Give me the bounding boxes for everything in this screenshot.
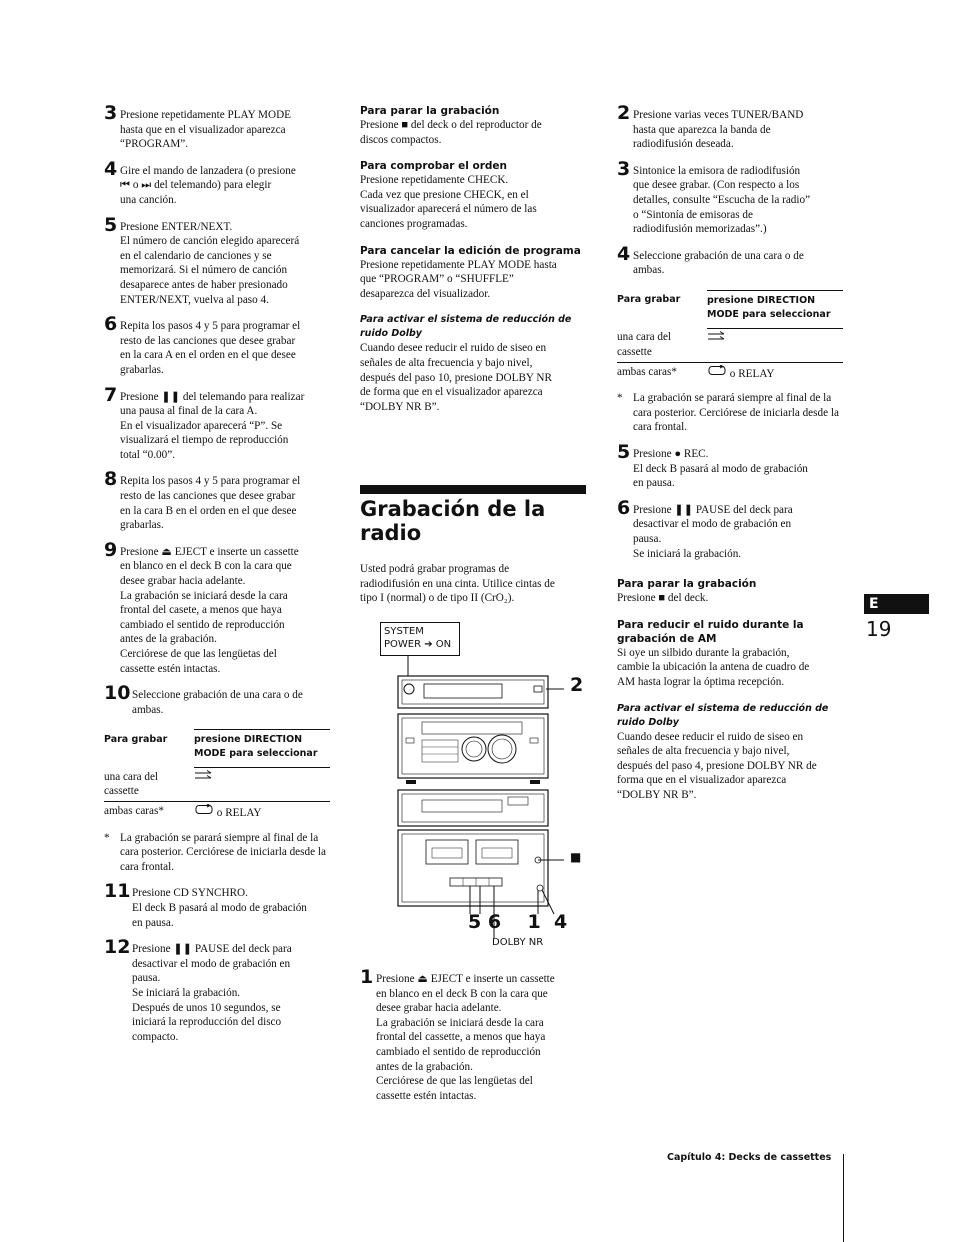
step-number: 3 bbox=[617, 157, 631, 180]
chapter-footer: Capítulo 4: Decks de cassettes bbox=[667, 1152, 832, 1163]
text-line: desactivar el modo de grabación en bbox=[633, 518, 792, 531]
step-number: 3 bbox=[104, 102, 118, 124]
block-heading: Para reducir el ruido durante la grabación de AM bbox=[617, 618, 804, 645]
text-line: El deck B pasará al modo de grabación bbox=[132, 902, 307, 915]
text-line: en blanco en el deck B con la cara que bbox=[120, 560, 292, 573]
text-line: desactivar el modo de grabación en bbox=[132, 957, 291, 970]
text-line: Cuando desee reducir el ruido de siseo en bbox=[360, 342, 547, 355]
text-line: resto de las canciones que desee grabar bbox=[120, 334, 296, 347]
table-header-para-grabar: Para grabar bbox=[104, 733, 168, 745]
text-line: Seleccione grabación de una cara o de bbox=[132, 689, 303, 702]
block-dolby-middle bbox=[360, 313, 586, 414]
text-line: visualizará el tiempo de reproducción bbox=[120, 434, 289, 447]
text-line: Repita los pasos 4 y 5 para programar el bbox=[120, 320, 301, 333]
text-line: Presione ENTER/NEXT. bbox=[120, 220, 233, 233]
text-line: Presione CD SYNCHRO. bbox=[132, 887, 248, 900]
text-line: Presione ❚❚ PAUSE del deck para bbox=[132, 943, 292, 956]
block-cancelar-edicion bbox=[360, 244, 586, 302]
text-line: que “PROGRAM” o “SHUFFLE” bbox=[360, 273, 514, 286]
block-dolby-right bbox=[617, 702, 845, 803]
footnote-right bbox=[617, 391, 845, 435]
text-line: Presione ● REC. bbox=[633, 448, 709, 460]
step-12 bbox=[104, 936, 330, 1044]
text-line: Presione repetidamente CHECK. bbox=[360, 174, 509, 187]
text-line: tipo I (normal) o de tipo II (CrO₂). bbox=[360, 592, 515, 605]
block-parar-grabacion-right bbox=[617, 577, 845, 606]
text-line: desaparece antes de haber presionado bbox=[120, 278, 288, 291]
block-heading: Para parar la grabación bbox=[617, 578, 757, 591]
text-line: Cerciórese de que las lengüetas del bbox=[376, 1075, 533, 1088]
text-line: radiodifusión memorizadas”.) bbox=[633, 223, 767, 236]
step-10 bbox=[104, 682, 330, 717]
text-line: Cada vez que presione CHECK, en el bbox=[360, 188, 529, 201]
text-line: total “0.00”. bbox=[120, 448, 175, 461]
text-line: o “Sintonía de emisoras de bbox=[633, 208, 753, 221]
block-heading: Para comprobar el orden bbox=[360, 160, 508, 173]
block-heading: Para parar la grabación bbox=[360, 105, 500, 117]
table-cell-una-cara: una cara del cassette bbox=[617, 328, 707, 362]
callout-dolby-nr: DOLBY NR bbox=[492, 937, 544, 948]
text-line: detalles, consulte “Escucha de la radio” bbox=[633, 193, 811, 206]
step-3 bbox=[617, 157, 845, 237]
text-line: radiodifusión deseada. bbox=[633, 138, 734, 151]
step-2 bbox=[617, 102, 845, 152]
step-number: 9 bbox=[104, 538, 118, 561]
text-line: hasta que aparezca la banda de bbox=[633, 123, 771, 136]
text-line: una pausa al final de la cara A. bbox=[120, 405, 258, 418]
step-3 bbox=[104, 102, 330, 152]
step-number: 10 bbox=[104, 682, 131, 705]
step-number: 8 bbox=[104, 468, 118, 491]
text-line: pausa. bbox=[132, 972, 161, 985]
text-line: después del paso 10, presione DOLBY NR bbox=[360, 371, 552, 384]
text-line: resto de las canciones que desee grabar bbox=[120, 490, 296, 503]
system-label-line1: SYSTEM bbox=[384, 626, 424, 637]
text-line: en pausa. bbox=[132, 916, 174, 929]
direction-mode-table-right bbox=[617, 290, 843, 383]
text-line: desaparezca del visualizador. bbox=[360, 287, 491, 300]
text-line: antes de la grabación. bbox=[376, 1060, 473, 1073]
text-line: El número de canción elegido aparecerá bbox=[120, 235, 300, 248]
text-line: una canción. bbox=[120, 193, 177, 206]
step-number: 4 bbox=[617, 242, 631, 265]
step-4 bbox=[617, 242, 845, 278]
text-line: “PROGRAM”. bbox=[120, 138, 189, 151]
text-line: Se iniciará la grabación. bbox=[132, 987, 241, 999]
table-cell-one-way bbox=[194, 768, 330, 802]
text-line: discos compactos. bbox=[360, 133, 442, 146]
text-line: En el visualizador aparecerá “P”. Se bbox=[120, 419, 283, 432]
table-cell-una-cara: una cara del cassette bbox=[104, 768, 194, 802]
text-line: Presione varias veces TUNER/BAND bbox=[633, 109, 804, 121]
step-9 bbox=[104, 538, 330, 676]
step-8 bbox=[104, 468, 330, 532]
relay-text: o RELAY bbox=[216, 807, 262, 820]
table-header-direction: presione DIRECTION MODE para seleccionar bbox=[194, 730, 330, 768]
text-line: Si oye un silbido durante la grabación, bbox=[617, 646, 790, 659]
language-tab: E bbox=[864, 594, 929, 614]
dolby-heading: Para activar el sistema de reducción de ruido Dolby bbox=[617, 702, 829, 728]
loop-arrows-icon bbox=[707, 365, 727, 377]
text-line: iniciará la reproducción del disco bbox=[132, 1016, 282, 1029]
section-bar bbox=[360, 485, 586, 494]
footnote-mark: * bbox=[104, 831, 110, 844]
intro-paragraph bbox=[360, 562, 590, 606]
step-6 bbox=[617, 496, 845, 561]
text-line: cambiado el sentido de reproducción bbox=[120, 618, 285, 631]
text-line: Después de unos 10 segundos, se bbox=[132, 1001, 281, 1014]
text-line: desee grabar hacia adelante. bbox=[120, 575, 246, 588]
text-line: Se iniciará la grabación. bbox=[633, 547, 742, 560]
step-number: 12 bbox=[104, 936, 131, 959]
text-line: Presione ❚❚ del telemando para realizar bbox=[120, 390, 305, 403]
text-line: cassette estén intactas. bbox=[376, 1089, 477, 1102]
text-line: Presione repetidamente PLAY MODE hasta bbox=[360, 258, 557, 271]
text-line: canciones programadas. bbox=[360, 217, 468, 230]
text-line: cambiado el sentido de reproducción bbox=[376, 1045, 541, 1058]
text-line: ⏮ o ⏭ del telemando) para elegir bbox=[120, 179, 272, 192]
step-number: 2 bbox=[617, 102, 631, 124]
table-header-para-grabar: Para grabar bbox=[617, 294, 681, 306]
text-line: en la cara A en el orden en el que desee bbox=[120, 349, 296, 362]
callout-bottom-numbers: 5 6 1 4 bbox=[468, 911, 568, 933]
text-line: en pausa. bbox=[633, 477, 675, 490]
text-line: La grabación se iniciará desde la cara bbox=[376, 1016, 544, 1029]
text-line: cassette estén intactas. bbox=[120, 662, 221, 675]
text-line: Usted podrá grabar programas de bbox=[360, 563, 510, 575]
footnote-text: La grabación se parará siempre al final de la cara posterior. Cerciórese de iniciarla desde la cara frontal. bbox=[633, 392, 839, 434]
loop-arrows-icon bbox=[194, 804, 214, 816]
callout-2: 2 bbox=[570, 674, 584, 696]
left-column bbox=[104, 102, 330, 1056]
table-cell-relay bbox=[194, 802, 330, 823]
text-line: que desee grabar. (Con respecto a los bbox=[633, 179, 800, 192]
text-line: pausa. bbox=[633, 532, 662, 545]
text-line: Cuando desee reducir el ruido de siseo en bbox=[617, 730, 804, 743]
block-comprobar-orden bbox=[360, 159, 586, 231]
text-line: ambas. bbox=[132, 703, 164, 716]
text-line: en la cara B en el orden en el que desee bbox=[120, 504, 297, 517]
text-line: Presione repetidamente PLAY MODE bbox=[120, 109, 291, 121]
text-line: desee grabar hacia adelante. bbox=[376, 1002, 502, 1015]
text-line: grabarlas. bbox=[120, 519, 164, 532]
block-reducir-ruido-am bbox=[617, 618, 845, 690]
text-line: Presione ■ del deck. bbox=[617, 592, 709, 605]
text-line: visualizador aparecerá el número de las bbox=[360, 203, 537, 216]
one-way-arrows-icon bbox=[194, 770, 214, 782]
text-line: Cerciórese de que las lengüetas del bbox=[120, 648, 277, 660]
text-line: frontal del cassette, a menos que haya bbox=[376, 1031, 546, 1044]
table-cell-ambas-caras: ambas caras* bbox=[104, 805, 164, 818]
stereo-system-drawing bbox=[380, 642, 590, 942]
step-number: 7 bbox=[104, 383, 118, 406]
dolby-heading: Para activar el sistema de reducción de ruido Dolby bbox=[360, 314, 572, 340]
footnote-mark: * bbox=[617, 392, 623, 405]
middle-column-bottom bbox=[360, 966, 586, 1115]
step-number: 5 bbox=[617, 441, 631, 463]
text-line: Presione ■ del deck o del reproductor de bbox=[360, 119, 542, 131]
step-7 bbox=[104, 383, 330, 463]
step-number: 1 bbox=[360, 966, 374, 988]
text-line: El deck B pasará al modo de grabación bbox=[633, 462, 808, 475]
relay-text: o RELAY bbox=[729, 367, 775, 380]
text-line: señales de alta frecuencia y bajo nivel, bbox=[617, 745, 790, 758]
footnote-left bbox=[104, 831, 330, 875]
step-5 bbox=[104, 213, 330, 308]
system-label-line2: POWER ➔ ON bbox=[384, 639, 452, 650]
text-line: en el calendario de canciones y se bbox=[120, 249, 272, 262]
page-number: 19 bbox=[866, 617, 892, 641]
text-line: grabarlas. bbox=[120, 363, 164, 376]
step-1-radio bbox=[360, 966, 586, 1103]
section-title: Grabación de la radio bbox=[360, 497, 546, 545]
text-line: radiodifusión en una cinta. Utilice cintas de bbox=[360, 577, 555, 590]
text-line: “DOLBY NR B”. bbox=[360, 400, 440, 413]
text-line: antes de la grabación. bbox=[120, 633, 217, 646]
text-line: Presione ⏏ EJECT e inserte un cassette bbox=[376, 973, 555, 985]
step-4 bbox=[104, 157, 330, 208]
text-line: “DOLBY NR B”. bbox=[617, 788, 697, 801]
text-line: Sintonice la emisora de radiodifusión bbox=[633, 164, 801, 177]
text-line: frontal del casete, a menos que haya bbox=[120, 604, 282, 617]
stereo-illustration bbox=[380, 622, 590, 952]
text-line: Presione ❚❚ PAUSE del deck para bbox=[633, 503, 793, 516]
block-heading: Para cancelar la edición de programa bbox=[360, 244, 581, 257]
step-5 bbox=[617, 441, 845, 491]
callout-stop: ■ bbox=[570, 850, 582, 864]
text-line: Seleccione grabación de una cara o de bbox=[633, 249, 804, 262]
text-line: La grabación se iniciará desde la cara bbox=[120, 589, 288, 602]
text-line: en blanco en el deck B con la cara que bbox=[376, 987, 548, 1000]
step-number: 11 bbox=[104, 880, 131, 903]
one-way-arrows-icon bbox=[707, 331, 727, 343]
table-cell-relay bbox=[707, 362, 843, 383]
footer-rule bbox=[843, 1154, 844, 1242]
text-line: Gire el mando de lanzadera (o presione bbox=[120, 164, 296, 177]
text-line: señales de alta frecuencia y bajo nivel, bbox=[360, 356, 533, 369]
middle-column-top bbox=[360, 104, 586, 426]
text-line: forma que en el visualizador aparezca bbox=[617, 774, 787, 787]
text-line: hasta que en el visualizador aparezca bbox=[120, 123, 286, 136]
step-number: 6 bbox=[617, 496, 631, 519]
table-header-direction: presione DIRECTION MODE para seleccionar bbox=[707, 290, 843, 328]
text-line: cambie la ubicación la antena de cuadro de bbox=[617, 661, 810, 674]
text-line: Presione ⏏ EJECT e inserte un cassette bbox=[120, 545, 299, 558]
text-line: de forma que en el visualizador aparezca bbox=[360, 386, 543, 399]
block-parar-grabacion bbox=[360, 104, 586, 147]
right-column bbox=[617, 102, 845, 815]
text-line: después del paso 4, presione DOLBY NR de bbox=[617, 759, 817, 772]
step-number: 5 bbox=[104, 213, 118, 236]
table-cell-ambas-caras: ambas caras* bbox=[617, 365, 677, 378]
direction-mode-table-left bbox=[104, 729, 330, 822]
text-line: ambas. bbox=[633, 264, 665, 277]
text-line: compacto. bbox=[132, 1030, 179, 1043]
step-number: 6 bbox=[104, 313, 118, 336]
footnote-text: La grabación se parará siempre al final de la cara posterior. Cerciórese de iniciarla desde la cara frontal. bbox=[120, 831, 326, 873]
text-line: Repita los pasos 4 y 5 para programar el bbox=[120, 475, 301, 488]
text-line: AM hasta lograr la óptima recepción. bbox=[617, 675, 785, 688]
text-line: ENTER/NEXT, vuelva al paso 4. bbox=[120, 293, 269, 306]
step-11 bbox=[104, 880, 330, 930]
table-cell-one-way bbox=[707, 328, 843, 362]
text-line: memorizará. Si el número de canción bbox=[120, 264, 288, 277]
step-number: 4 bbox=[104, 157, 118, 180]
step-6 bbox=[104, 313, 330, 377]
